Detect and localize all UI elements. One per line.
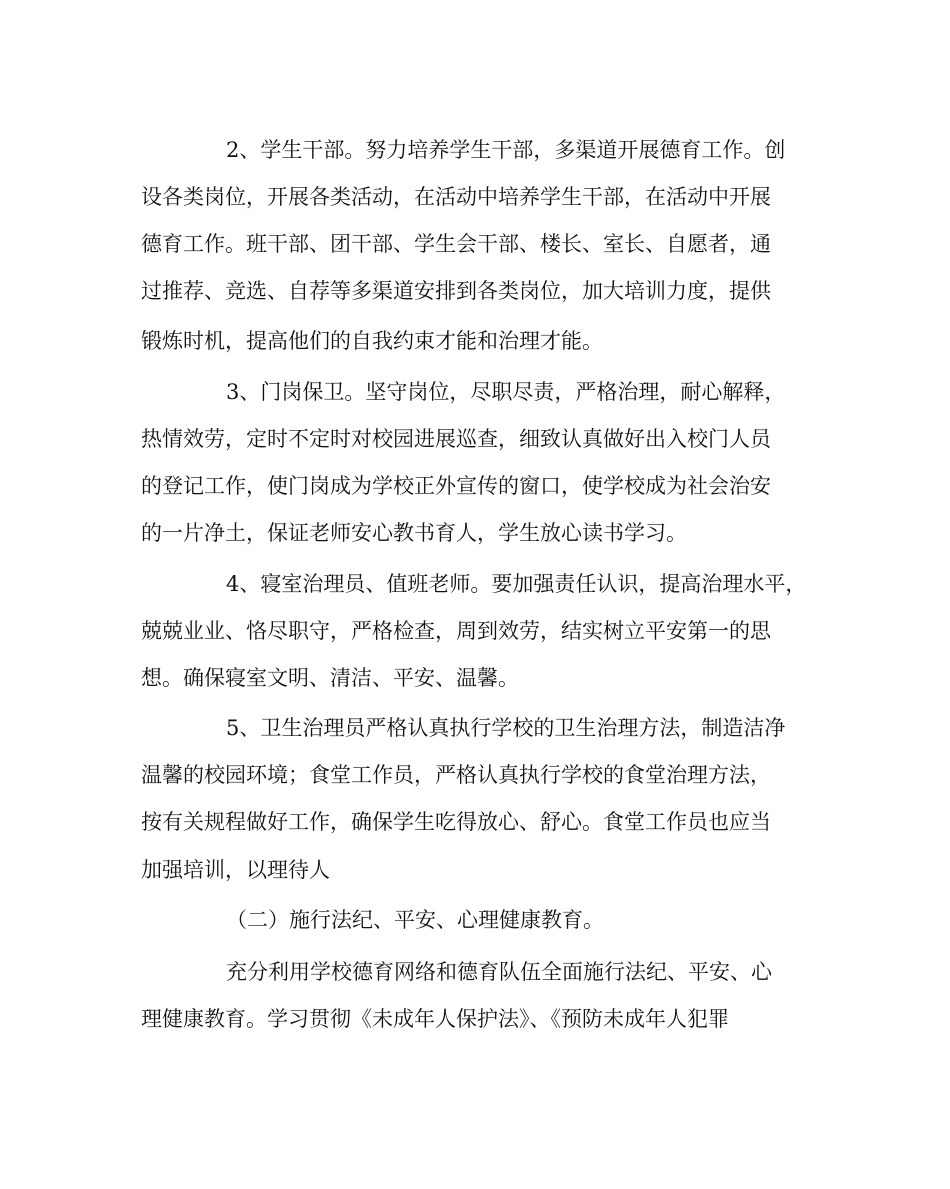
text-line: 按有关规程做好工作，确保学生吃得放心、舒心。食堂工作员也应当 [141, 810, 771, 834]
text-line: 的登记工作，使门岗成为学校正外宣传的窗口，使学校成为社会治安 [141, 474, 771, 498]
text-line: 的一片净土，保证老师安心教书育人，学生放心读书学习。 [141, 521, 687, 545]
text-line: 5、卫生治理员严格认真执行学校的卫生治理方法，制造洁净 [226, 716, 786, 740]
text-line: 德育工作。班干部、团干部、学生会干部、楼长、室长、自愿者，通 [141, 232, 771, 256]
text-line: 3、门岗保卫。坚守岗位，尽职尽责，严格治理，耐心解释， [226, 380, 786, 404]
text-line: 充分利用学校德育网络和德育队伍全面施行法纪、平安、心 [226, 960, 772, 984]
text-line: 热情效劳，定时不定时对校园进展巡查，细致认真做好出入校门人员 [141, 427, 771, 451]
text-line: 理健康教育。学习贯彻《未成年人保护法》、《预防未成年人犯罪 [141, 1007, 729, 1031]
text-line: 想。确保寝室文明、清洁、平安、温馨。 [141, 666, 519, 690]
text-line: 温馨的校园环境；食堂工作员，严格认真执行学校的食堂治理方法， [141, 763, 771, 787]
text-line: 4、寝室治理员、值班老师。要加强责任认识，提高治理水平， [226, 572, 807, 596]
text-line: 加强培训，以理待人 [141, 858, 330, 882]
section-heading: （二）施行法纪、平安、心理健康教育。 [226, 908, 604, 932]
text-line: 过推荐、竞选、自荐等多渠道安排到各类岗位，加大培训力度，提供 [141, 279, 771, 303]
text-line: 兢兢业业、恪尽职守，严格检查，周到效劳，结实树立平安第一的思 [141, 619, 771, 643]
text-line: 2、学生干部。努力培养学生干部，多渠道开展德育工作。创 [226, 138, 786, 162]
text-line: 锻炼时机，提高他们的自我约束才能和治理才能。 [141, 329, 603, 353]
text-line: 设各类岗位，开展各类活动，在活动中培养学生干部，在活动中开展 [141, 185, 771, 209]
